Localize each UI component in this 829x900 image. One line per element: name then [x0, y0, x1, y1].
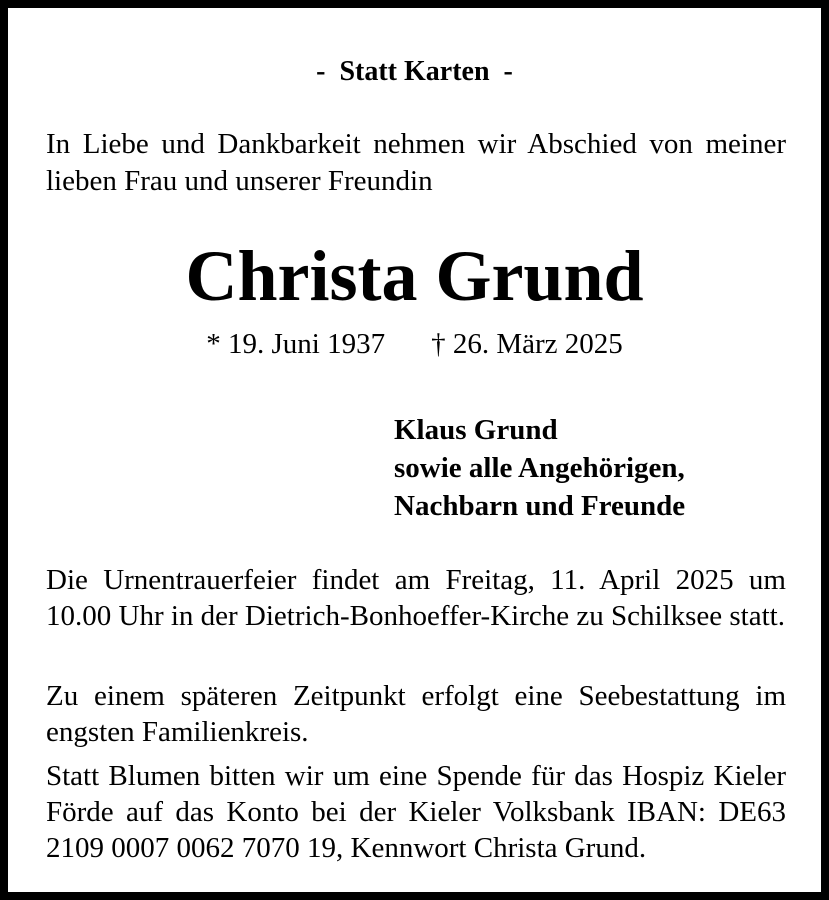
birth-date: * 19. Juni 1937: [206, 328, 386, 360]
signer-line: sowie alle Angehörigen,: [394, 452, 685, 484]
deceased-name: Christa Grund: [185, 236, 644, 316]
burial-info-paragraph: Zu einem späteren Zeitpunkt erfolgt eine Seebestattung im engsten Familienkreis.: [46, 680, 786, 748]
funeral-info-paragraph: Die Urnentrauerfeier findet am Freitag, 11. April 2025 um 10.00 Uhr in der Dietrich-Bonhoeffer-Kirche zu Schilksee statt.: [46, 564, 786, 632]
life-dates: [8, 326, 821, 362]
donation-info-paragraph: Statt Blumen bitten wir um eine Spende für das Hospiz Kieler Förde auf das Konto bei der Kieler Volksbank IBAN: DE63 2109 0007 0062 7070 19, Kennwort Christa Grund.: [46, 760, 786, 864]
signers-block: [394, 411, 685, 525]
signer-line: Klaus Grund: [394, 414, 558, 446]
intro-text: In Liebe und Dankbarkeit nehmen wir Abschied von meiner lieben Frau und unserer Freundin: [46, 128, 786, 197]
notice-header: - Statt Karten -: [316, 56, 513, 87]
signer-line: Nachbarn und Freunde: [394, 490, 686, 522]
death-date: † 26. März 2025: [431, 328, 623, 360]
